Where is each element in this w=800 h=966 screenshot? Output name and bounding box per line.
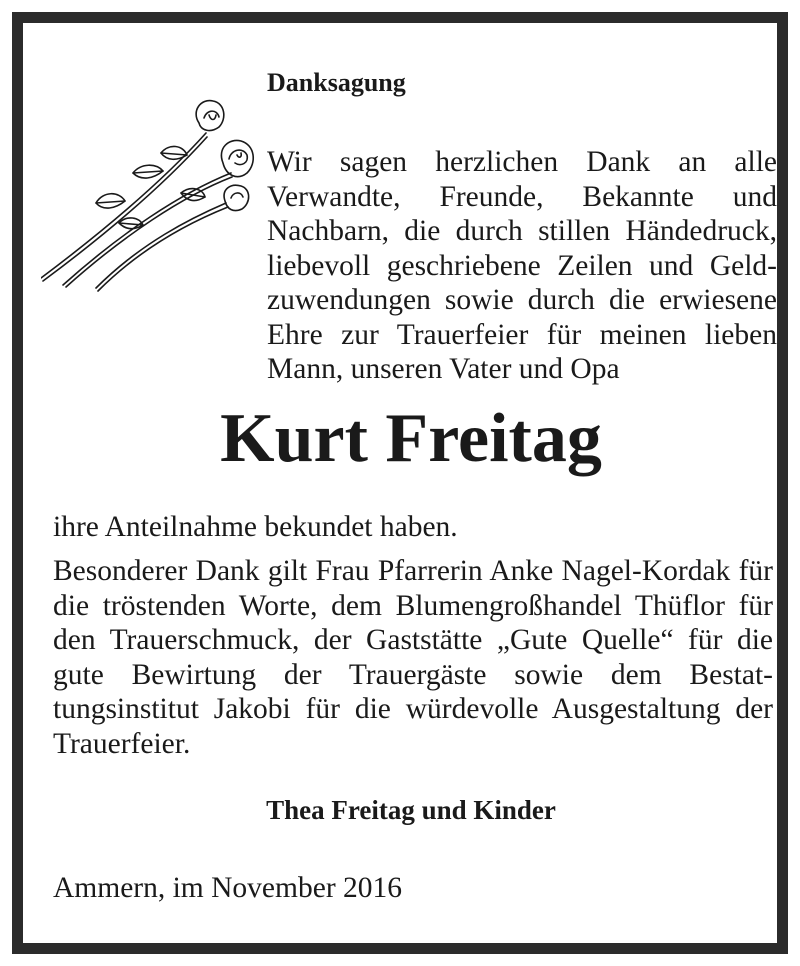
place-date: Ammern, im November 2016 bbox=[53, 872, 403, 904]
notice-heading: Danksagung bbox=[267, 68, 406, 97]
notice-frame bbox=[12, 12, 788, 954]
roses-icon bbox=[41, 93, 266, 298]
deceased-name: Kurt Freitag bbox=[220, 400, 602, 477]
signature: Thea Freitag und Kinder bbox=[266, 795, 556, 825]
intro-paragraph: Wir sagen herzlichen Dank an alle Verwandte, Freunde, Bekannte und Nachbarn, die durch stillen Händedruck, liebevoll geschriebene Zeilen und Geld-zuwendungen sowie durch die erwiesene Ehre zur Trauerfeier für meinen lieben Mann, unseren Vater und Opa bbox=[267, 146, 777, 385]
after-name-line: ihre Anteilnahme bekundet haben. bbox=[53, 511, 458, 543]
special-thanks-paragraph: Besonderer Dank gilt Frau Pfarrerin Anke Nagel-Kordak für die tröstenden Worte, dem Blumengroßhandel Thüflor für den Trauerschmuck, der Gaststätte „Gute Quelle“ für die gute Bewirtung der Trauergäste sowie dem Bestat-tungsinstitut Jakobi für die würdevolle Ausgestaltung der Trauerfeier. bbox=[53, 555, 773, 760]
